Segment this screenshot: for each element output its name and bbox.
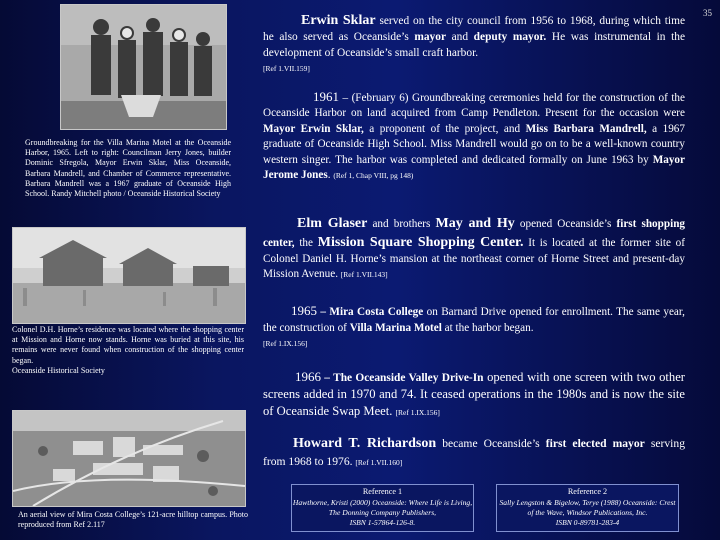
harbor-year: 1961 — [313, 89, 339, 104]
reference-1-isbn: ISBN 1-57864-126-8. — [349, 517, 416, 527]
richardson-bold-first-mayor: first elected mayor — [545, 437, 645, 450]
richardson-text-2: serving from 1968 to 1976. — [263, 437, 685, 468]
miracosta-text-2: at the harbor began. — [441, 321, 534, 334]
groundbreaking-credit: Randy Mitchell photo / Oceanside Historical Society — [51, 189, 221, 199]
richardson-paragraph — [263, 434, 685, 470]
glaser-text-4: It is located at the former site of Colonel Daniel H. Horne’s mansion at the northeast corner of Horne Street and present-day Mission Avenue. — [263, 237, 685, 281]
miracosta-bold-villa: Villa Marina Motel — [349, 321, 442, 334]
drivein-ref: [Ref 1.IX.156] — [395, 407, 440, 417]
drivein-paragraph — [263, 368, 685, 419]
harbor-bold-jones: Mayor Jerome Jones — [263, 153, 685, 182]
sklar-bold-mayor: mayor — [414, 31, 447, 44]
richardson-name: Howard T. Richardson — [293, 436, 437, 451]
horne-residence-caption-text: Colonel D.H. Horne’s residence was located where the shopping center at Mission and Horne now stands. Horne was buried at this site, his remains were never found when construction of the shopping center began. — [12, 325, 244, 365]
horne-residence-credit: Oceanside Historical Society — [12, 365, 105, 375]
harbor-text-2: a proponent of the project, and — [363, 122, 526, 135]
glaser-name: Elm Glaser — [297, 216, 368, 231]
sklar-bold-deputy: deputy mayor. — [473, 31, 547, 44]
horne-residence-caption — [12, 325, 244, 376]
harbor-ref: (Ref 1, Chap VIII, pg 148) — [333, 171, 414, 181]
drivein-bold-name: – The Oceanside Valley Drive-In — [321, 372, 484, 384]
sklar-text-2: and — [446, 31, 474, 44]
drivein-text-1: opened with one screen with two other screens added in 1970 and 74. It ceased operations in the 1980s and is now the site of Oceanside Swap Meet. — [263, 370, 685, 418]
richardson-ref: [Ref 1.VII.160] — [355, 457, 403, 467]
sklar-ref: [Ref 1.VII.159] — [263, 63, 310, 73]
glaser-bold-brothers: May and Hy — [435, 216, 515, 231]
reference-2-box — [496, 484, 679, 532]
harbor-text-3: a 1967 graduate of Oceanside High School. Miss Mandrell would go on to be a well-known country western singer. The harbor was completed and dedicated formally on June 1963 by — [263, 122, 685, 166]
glaser-ref: [Ref 1.VII.143] — [340, 270, 388, 280]
miracosta-bold-college: – Mira Costa College — [317, 306, 424, 318]
harbor-paragraph — [263, 88, 685, 184]
groundbreaking-photo — [60, 4, 227, 130]
reference-1-box — [291, 484, 474, 532]
groundbreaking-caption-text: Groundbreaking for the Villa Marina Motel at the Oceanside Harbor, 1965. Left to right: Councilman Jerry Jones, builder Dominic Sfregola, Mayor Erwin Sklar, Miss Oceanside, Barbara Mandrell, and Chamber of Commerce representative. Barbara Mandrell was a 1967 graduate of Oceanside High School. — [25, 138, 231, 199]
glaser-bold-first-shopping: first shopping center, — [263, 218, 686, 250]
glaser-text-2: opened Oceanside’s — [514, 218, 617, 230]
miracosta-paragraph — [263, 302, 685, 352]
horne-residence-photo — [12, 227, 246, 324]
sklar-text-1: served on the city council from 1956 to 1968, during which time he also served as Oceanside’s — [263, 15, 686, 44]
reference-2-title: Reference 2 — [567, 487, 608, 496]
glaser-bold-mission-square: Mission Square Shopping Center. — [317, 235, 524, 251]
drivein-year: 1966 — [295, 369, 321, 384]
miracosta-ref: [Ref 1.IX.156] — [263, 339, 308, 349]
sklar-name: Erwin Sklar — [301, 13, 376, 28]
harbor-text-1: – (February 6) Groundbreaking ceremonies held for the construction of the Oceanside Harbor on land acquired from Camp Pendleton. Present for the occasion were — [263, 92, 685, 120]
reference-1-title: Reference 1 — [362, 487, 403, 496]
harbor-bold-sklar: Mayor Erwin Sklar, — [263, 122, 364, 135]
glaser-paragraph — [263, 214, 685, 283]
reference-2-isbn: ISBN 0-89781-283-4 — [555, 517, 620, 527]
harbor-bold-mandrell: Miss Barbara Mandrell, — [525, 122, 647, 135]
richardson-text-1: became Oceanside’s — [436, 437, 546, 450]
miracosta-year: 1965 — [291, 303, 317, 318]
groundbreaking-caption — [25, 138, 231, 199]
mira-costa-caption: An aerial view of Mira Costa College’s 121-acre hilltop campus. Photo reproduced from Ref 2.117 — [18, 510, 248, 530]
mira-costa-aerial-photo — [12, 410, 246, 507]
sklar-paragraph — [263, 12, 685, 76]
harbor-text-4: . — [327, 169, 334, 182]
reference-1-body: Hawthorne, Kristi (2000) Oceanside: Where Life is Living, The Donning Company Publishers, — [292, 497, 473, 517]
sklar-text-3: He was instrumental in the development of Oceanside’s small craft harbor. — [263, 31, 685, 59]
reference-2-body: Sally Lengston & Bigelow, Terye (1988) Oceanside: Crest of the Wave, Windsor Publications, Inc. — [499, 497, 676, 517]
glaser-text-3: the — [294, 237, 318, 250]
glaser-text-1: and brothers — [367, 218, 436, 230]
miracosta-text-1: on Barnard Drive opened for enrollment. The same year, the construction of — [263, 306, 685, 334]
page-number: 35 — [703, 8, 712, 18]
